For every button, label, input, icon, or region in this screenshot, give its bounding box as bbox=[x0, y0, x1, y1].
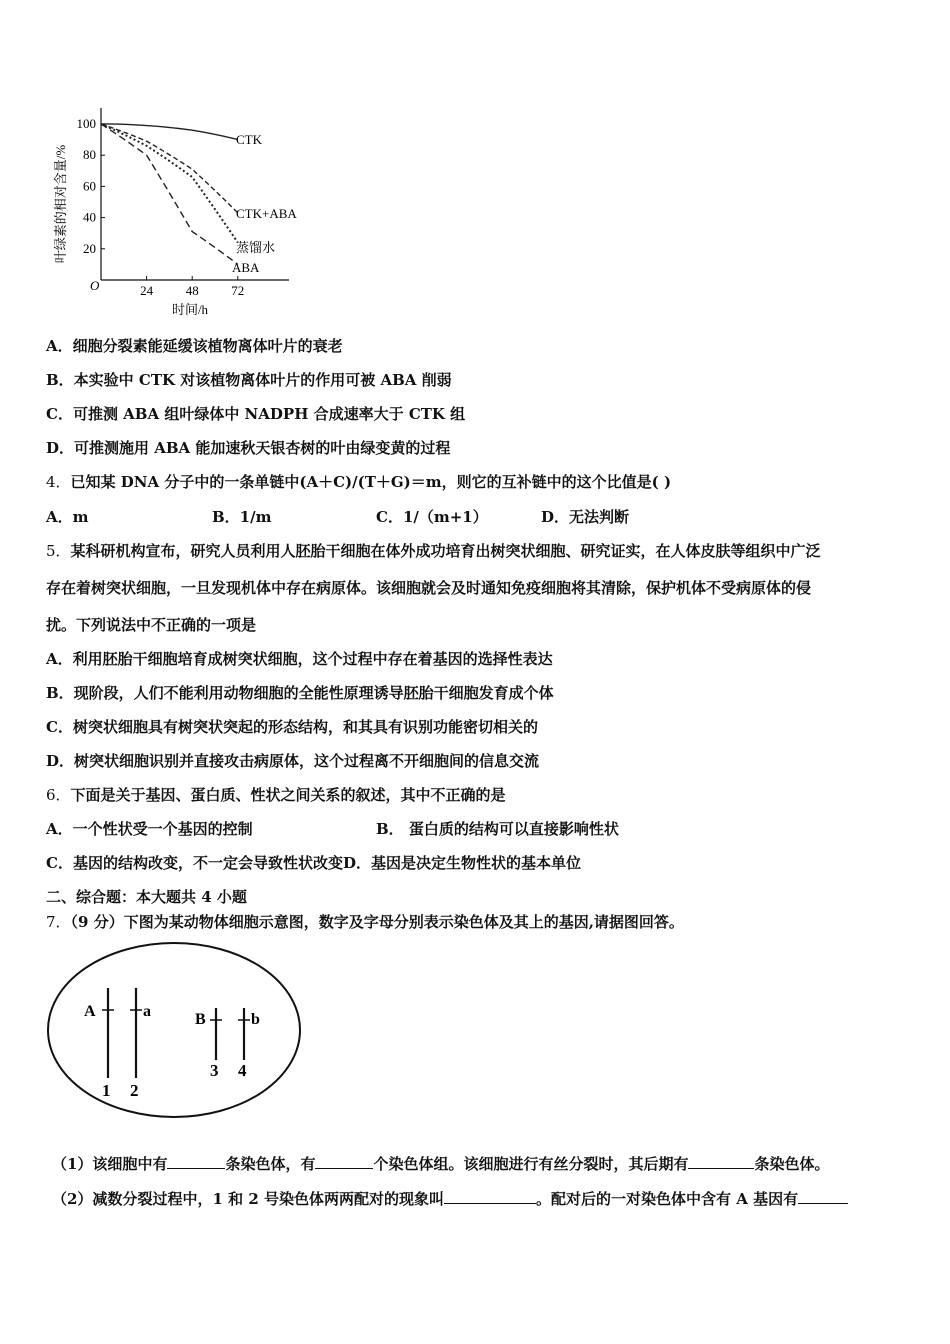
q7-stem: （9 分）下图为某动物体细胞示意图，数字及字母分别表示染色体及其上的基因,请据图回答。 bbox=[70, 913, 684, 931]
q5-stem-line2: 存在着树突状细胞，一旦发现机体中存在病原体。该细胞就会及时通知免疫细胞将其清除，保护机体不受病原体的侵 bbox=[46, 579, 812, 597]
q7-part-2 bbox=[52, 1189, 848, 1209]
section-2-heading: 二、综合题：本大题共 4 小题 bbox=[46, 888, 247, 906]
q4-number: 4． bbox=[46, 473, 71, 491]
q4-question bbox=[46, 472, 671, 492]
q7-part-1 bbox=[52, 1154, 830, 1174]
q7-p1-text-b: 条染色体，有 bbox=[225, 1155, 316, 1173]
origin-label: O bbox=[90, 278, 100, 293]
chromosome-label-1: 1 bbox=[102, 1081, 111, 1100]
x-tick-label: 24 bbox=[140, 283, 154, 298]
q7-question bbox=[46, 912, 684, 932]
x-tick-label: 48 bbox=[185, 283, 199, 298]
y-tick-label: 80 bbox=[83, 147, 96, 163]
series-label-0: CTK bbox=[236, 132, 262, 147]
y-tick-label: 60 bbox=[83, 178, 96, 194]
chromosome-label-2: 2 bbox=[130, 1081, 139, 1100]
series-label-2: 蒸馏水 bbox=[236, 240, 276, 255]
q5-option-d: D．树突状细胞识别并直接攻击病原体，这个过程离不开细胞间的信息交流 bbox=[46, 752, 540, 770]
y-tick-label: 20 bbox=[83, 240, 96, 256]
q7-number: 7． bbox=[46, 913, 71, 931]
q6-option-b: B． 蛋白质的结构可以直接影响性状 bbox=[376, 820, 619, 838]
answer-blank[interactable] bbox=[444, 1189, 536, 1204]
answer-blank[interactable] bbox=[315, 1154, 373, 1169]
series-label-3: ABA bbox=[232, 260, 260, 275]
q4-option-d: D．无法判断 bbox=[541, 508, 630, 526]
answer-blank[interactable] bbox=[798, 1189, 848, 1204]
q7-p2-text-a: （2）减数分裂过程中，1 和 2 号染色体两两配对的现象叫 bbox=[52, 1190, 444, 1208]
q4-option-c: C．1/（m+1） bbox=[376, 508, 488, 526]
chromosome-label-3: 3 bbox=[210, 1061, 219, 1080]
chlorophyll-chart bbox=[44, 96, 324, 328]
q4-option-b: B．1/m bbox=[212, 508, 272, 526]
chromosome-label-4: 4 bbox=[238, 1061, 247, 1080]
x-tick-label: 72 bbox=[231, 283, 245, 298]
q5-option-c: C．树突状细胞具有树突状突起的形态结构，和其具有识别功能密切相关的 bbox=[46, 718, 538, 736]
q4-option-a: A．m bbox=[46, 508, 89, 526]
q3-option-b: B．本实验中 CTK 对该植物离体叶片的作用可被 ABA 削弱 bbox=[46, 371, 452, 389]
q3-option-a: A．细胞分裂素能延缓该植物离体叶片的衰老 bbox=[46, 337, 343, 355]
q5-option-b: B．现阶段，人们不能利用动物细胞的全能性原理诱导胚胎干细胞发育成个体 bbox=[46, 684, 554, 702]
gene-label-B: B bbox=[195, 1011, 206, 1028]
gene-label-b: b bbox=[251, 1011, 260, 1028]
x-axis-title: 时间/h bbox=[171, 302, 209, 317]
q6-stem: 下面是关于基因、蛋白质、性状之间关系的叙述，其中不正确的是 bbox=[70, 786, 506, 804]
q5-stem-line1 bbox=[46, 541, 821, 561]
answer-blank[interactable] bbox=[688, 1154, 754, 1169]
y-axis-title: 叶绿素的相对含量/% bbox=[53, 144, 68, 264]
y-tick-label: 40 bbox=[83, 209, 96, 225]
series-label-1: CTK+ABA bbox=[236, 206, 297, 221]
q5-number: 5． bbox=[46, 542, 71, 560]
y-tick-label: 100 bbox=[76, 116, 96, 131]
q5-stem-line3: 扰。下列说法中不正确的一项是 bbox=[46, 616, 257, 634]
q3-option-c: C．可推测 ABA 组叶绿体中 NADPH 合成速率大于 CTK 组 bbox=[46, 405, 466, 423]
gene-label-A: A bbox=[84, 1003, 96, 1020]
q5-option-a: A．利用胚胎干细胞培育成树突状细胞，这个过程中存在着基因的选择性表达 bbox=[46, 650, 553, 668]
series-line-2 bbox=[101, 124, 238, 243]
q4-stem: 已知某 DNA 分子中的一条单链中(A＋C)/(T＋G)＝m，则它的互补链中的这个比值是( ) bbox=[70, 473, 672, 491]
q6-option-cd: C．基因的结构改变，不一定会导致性状改变D．基因是决定生物性状的基本单位 bbox=[46, 854, 581, 872]
series-line-3 bbox=[101, 124, 238, 264]
cell-membrane bbox=[48, 943, 300, 1117]
q6-number: 6． bbox=[46, 786, 71, 804]
q6-option-a: A．一个性状受一个基因的控制 bbox=[46, 820, 253, 838]
q3-option-d: D．可推测施用 ABA 能加速秋天银杏树的叶由绿变黄的过程 bbox=[46, 439, 451, 457]
y-axis-label bbox=[53, 145, 68, 264]
q7-p2-text-b: 。配对后的一对染色体中含有 A 基因有 bbox=[535, 1190, 799, 1208]
cell-diagram bbox=[44, 938, 306, 1122]
q7-p1-text-c: 个染色体组。该细胞进行有丝分裂时，其后期有 bbox=[373, 1155, 689, 1173]
answer-blank[interactable] bbox=[167, 1154, 225, 1169]
q7-p1-text-a: （1）该细胞中有 bbox=[52, 1155, 168, 1173]
q5-stem-text1: 某科研机构宣布，研究人员利用人胚胎干细胞在体外成功培育出树突状细胞、研究证实，在人体皮肤等组织中广泛 bbox=[70, 542, 821, 560]
gene-label-a: a bbox=[143, 1003, 151, 1020]
q6-question bbox=[46, 785, 506, 805]
q7-p1-text-d: 条染色体。 bbox=[754, 1155, 830, 1173]
